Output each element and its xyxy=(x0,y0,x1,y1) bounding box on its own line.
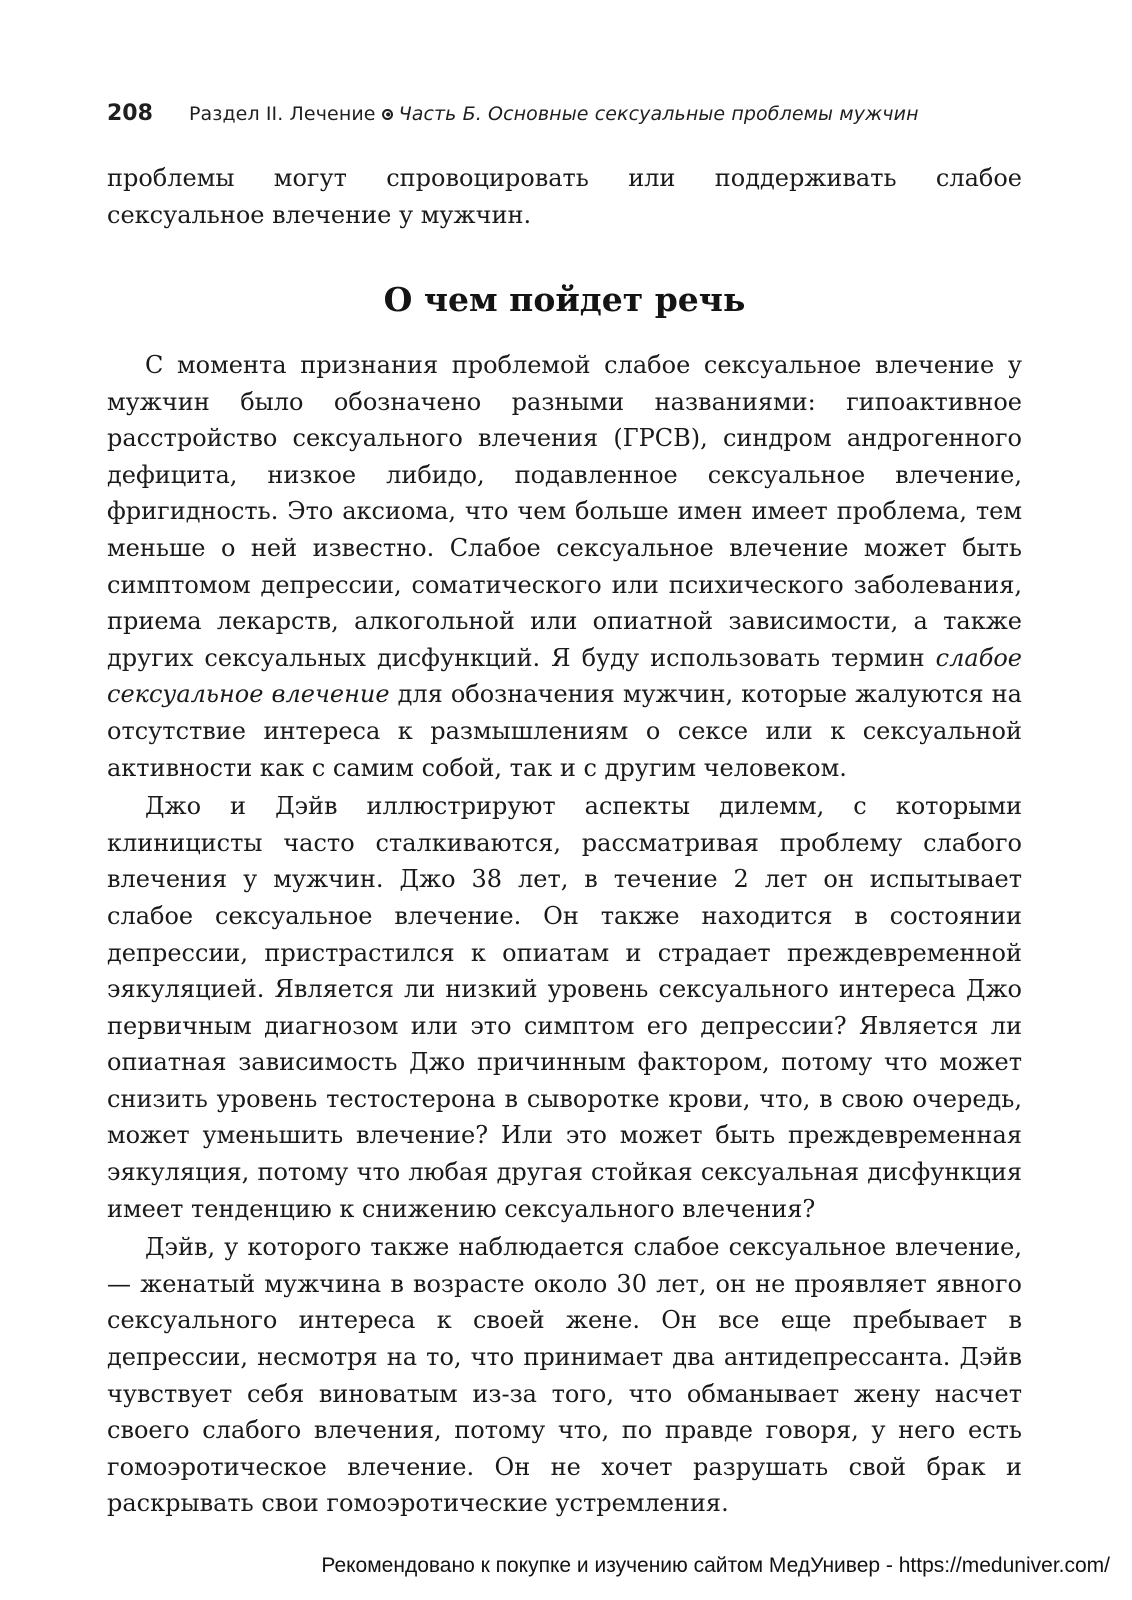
page-number: 208 xyxy=(107,101,153,126)
paragraph-1 xyxy=(107,347,1022,786)
section-title: Раздел II. Лечение xyxy=(188,103,376,125)
bullet-separator-icon xyxy=(382,109,393,120)
continued-paragraph: проблемы могут спровоцировать или поддерживать слабое сексуальное влечение у мужчин. xyxy=(107,164,1022,229)
part-title: Часть Б. Основные сексуальные проблемы мужчин xyxy=(398,103,919,125)
paragraph-1-text-start: С момента признания проблемой слабое сексуальное влечение у мужчин было обозначено разными названиями: гипоактивное расстройство сексуального влечения (ГРСВ), синдром андрогенного дефицита, низкое либидо, подавленное сексуальное влечение, фригидность. Это аксиома, что чем больше имен имеет проблема, тем меньше о ней известно. Слабое сексуальное влечение может быть симптомом депрессии, соматического или психического заболевания, приема лекарств, алкогольной или опиатной зависимости, а также других сексуальных дисфункций. Я буду использовать термин xyxy=(107,351,1022,672)
section-heading: О чем пойдет речь xyxy=(383,280,746,319)
footer-watermark: Рекомендовано к покупке и изучению сайтом МедУнивер - https://meduniver.com/ xyxy=(321,1554,1110,1577)
continued-paragraph-block xyxy=(107,160,1022,233)
main-text xyxy=(107,347,1022,1524)
paragraph-2: Джо и Дэйв иллюстрируют аспекты дилемм, с которыми клиницисты часто сталкиваются, рассматривая проблему слабого влечения у мужчин. Джо 38 лет, в течение 2 лет он испытывает слабое сексуальное влечение. Он также находится в состоянии депрессии, пристрастился к опиатам и страдает преждевременной эякуляцией. Является ли низкий уровень сексуального интереса Джо первичным диагнозом или это симптом его депрессии? Является ли опиатная зависимость Джо причинным фактором, потому что может снизить уровень тестостерона в сыворотке крови, что, в свою очередь, может уменьшить влечение? Или это может быть преждевременная эякуляция, потому что любая другая стойкая сексуальная дисфункция имеет тенденцию к снижению сексуального влечения? xyxy=(107,792,1022,1223)
paragraph-3: Дэйв, у которого также наблюдается слабое сексуальное влечение, — женатый мужчина в возрасте около 30 лет, он не проявляет явного сексуального интереса к своей жене. Он все еще пребывает в депрессии, несмотря на то, что принимает два антидепрессанта. Дэйв чувствует себя виноватым из-за того, что обманывает жену насчет своего слабого влечения, потому что, по правде говоря, у него есть гомоэротическое влечение. Он не хочет разрушать свой брак и раскрывать свои гомоэротические устремления. xyxy=(107,1233,1022,1518)
paragraph-1-text-end: для обозначения мужчин, которые жалуются на отсутствие интереса к размышлениям о сексе или к сексуальной активности как с самим собой, так и с другим человеком. xyxy=(107,680,1022,782)
paragraph-1-italic-term: слабое сексуальное влечение xyxy=(107,643,1022,709)
running-head xyxy=(107,100,1027,128)
